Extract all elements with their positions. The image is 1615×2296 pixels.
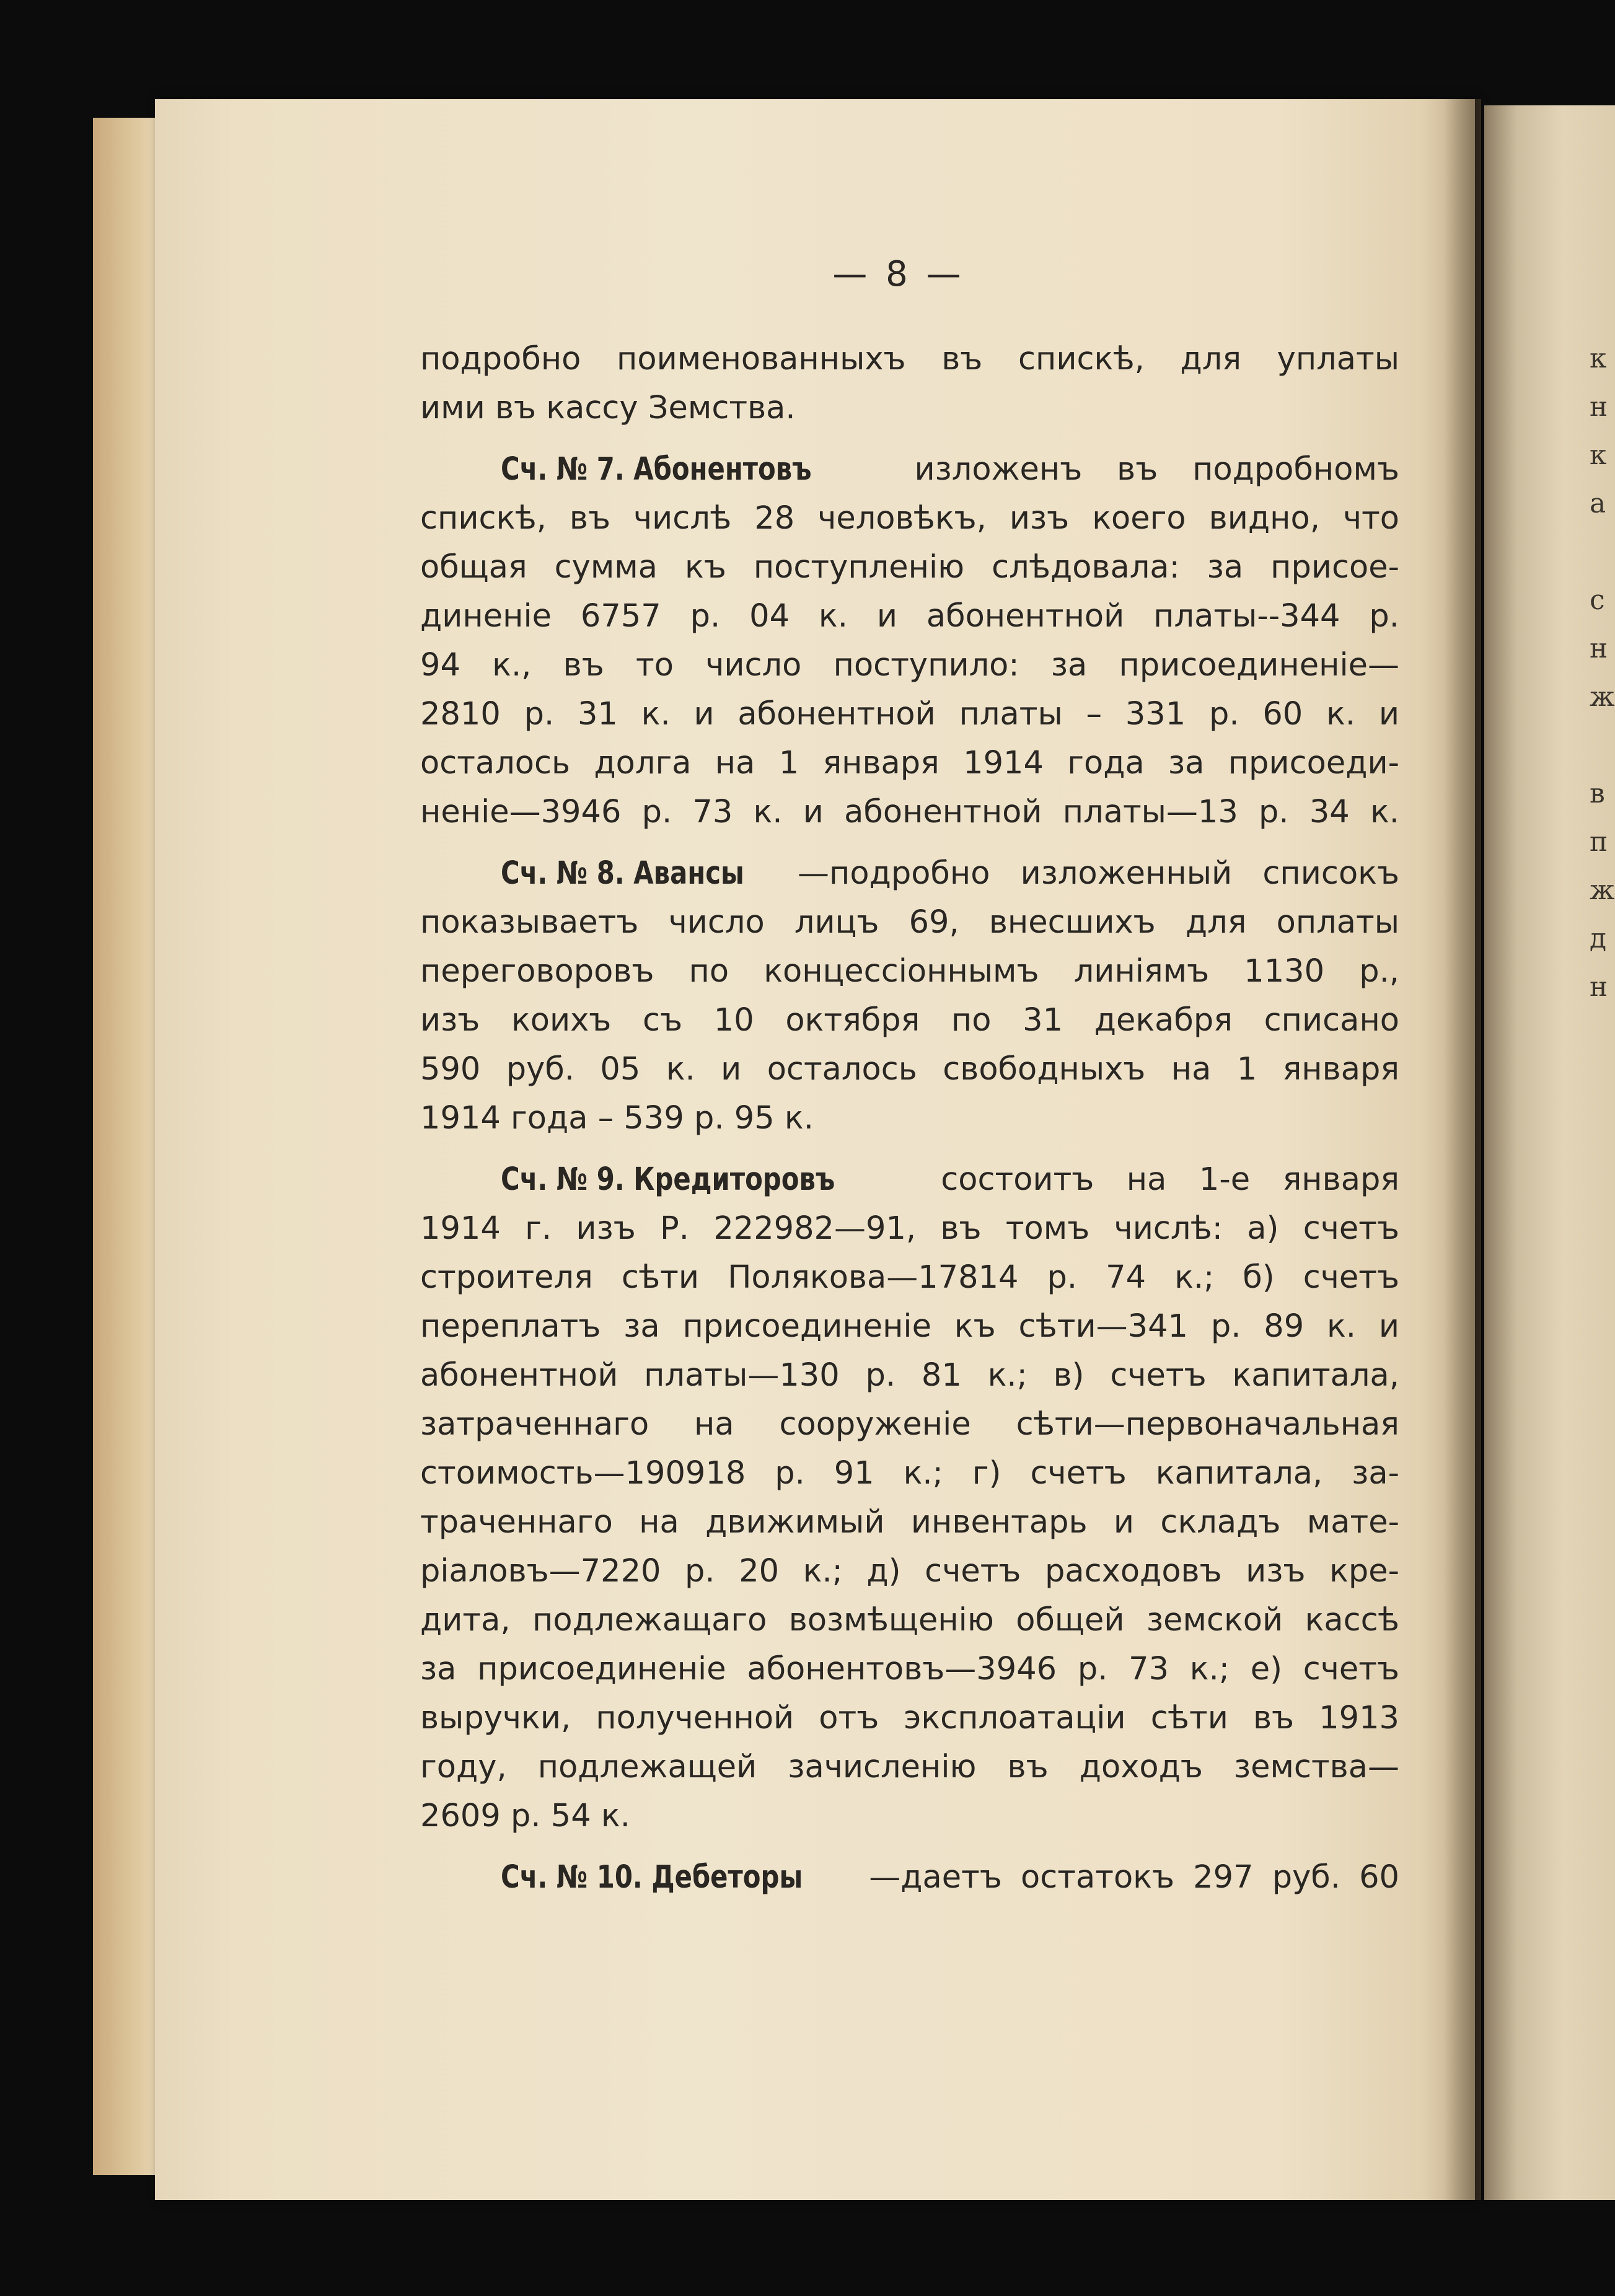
facing-letter: н [1590,633,1608,664]
text-line: дита, подлежащаго возмѣщенію общей земской кассѣ [420,1602,1399,1638]
page-number: — 8 — [832,254,965,294]
paragraph-account-8 [420,849,1399,1143]
facing-letter: п [1590,826,1608,858]
text-line [420,445,1399,494]
facing-letter: ж [1590,681,1615,713]
body-text [420,335,1399,1914]
text-line: 94 к., въ то число поступило: за присоединеніе— [420,647,1399,684]
text-line: ріаловъ—7220 р. 20 к.; д) счетъ расходовъ изъ кре- [420,1553,1399,1590]
text-line [420,1155,1399,1204]
text-line: абонентной платы—130 р. 81 к.; в) счетъ капитала, [420,1357,1399,1394]
text-line: переговоровъ по концессіоннымъ линіямъ 1130 р., [420,953,1399,990]
text-line: подробно поименованныхъ въ спискѣ, для уплаты [420,341,1399,377]
text-line: диненіе 6757 р. 04 к. и абонентной платы--344 р. [420,598,1399,635]
paragraph-intro [420,335,1399,433]
paragraph-account-9 [420,1155,1399,1841]
text-line: за присоединеніе абонентовъ—3946 р. 73 к.; е) счетъ [420,1651,1399,1687]
gutter-shadow [1444,99,1481,2200]
text-line: затраченнаго на сооруженіе сѣти—первоначальная [420,1406,1399,1443]
account-heading: Сч. № 10. Дебеторы [501,1859,803,1896]
account-heading: Сч. № 7. Абонентовъ [501,451,812,488]
facing-letter: н [1590,391,1608,423]
facing-letter: н [1590,971,1608,1003]
text-line: осталось долга на 1 января 1914 года за присоеди- [420,745,1399,781]
text-line: 1914 года – 539 р. 95 к. [420,1100,814,1137]
facing-letter: с [1590,584,1605,616]
text-line: траченнаго на движимый инвентарь и складъ мате- [420,1504,1399,1541]
text-line: стоимость—190918 р. 91 к.; г) счетъ капитала, за- [420,1455,1399,1492]
facing-letter: а [1590,488,1606,519]
page-left-edge [93,118,161,2175]
text-line [420,1853,1399,1902]
text-line: 2609 р. 54 к. [420,1798,630,1834]
facing-letter: в [1590,778,1605,809]
facing-gap [1590,528,1614,576]
text-line: 2810 р. 31 к. и абонентной платы – 331 р. 60 к. и [420,696,1399,732]
facing-letter: д [1590,923,1607,954]
facing-letter: к [1590,439,1607,471]
text-line: спискѣ, въ числѣ 28 человѣкъ, изъ коего видно, что [420,500,1399,537]
text-line: изъ коихъ съ 10 октября по 31 декабря списано [420,1002,1399,1039]
account-heading: Сч. № 9. Кредиторовъ [501,1161,835,1198]
facing-page-letters [1590,335,1614,1011]
text-line: 1914 г. изъ Р. 222982—91, въ томъ числѣ: а) счетъ [420,1210,1399,1247]
text-line: переплатъ за присоединеніе къ сѣти—341 р. 89 к. и [420,1308,1399,1345]
text-line: общая сумма къ поступленію слѣдовала: за присое- [420,549,1399,586]
text-line: строителя сѣти Полякова—17814 р. 74 к.; б) счетъ [420,1259,1399,1296]
text-line: показываетъ число лицъ 69, внесшихъ для оплаты [420,904,1399,941]
facing-gap [1590,721,1614,770]
paragraph-account-10 [420,1853,1399,1902]
text-line: неніе—3946 р. 73 к. и абонентной платы—13 р. 34 к. [420,794,1399,830]
text-line-rest: —даетъ остатокъ 297 руб. 60 [869,1859,1399,1896]
text-line [420,849,1399,898]
text-line-rest: состоитъ на 1-е января [908,1161,1399,1198]
account-heading: Сч. № 8. Авансы [501,855,744,892]
paragraph-account-7 [420,445,1399,837]
facing-letter: к [1590,343,1607,374]
text-line: 590 руб. 05 к. и осталось свободныхъ на 1 января [420,1051,1399,1088]
text-line-rest: изложенъ въ подробномъ [879,451,1399,488]
text-line: ими въ кассу Земства. [420,390,796,426]
facing-letter: ж [1590,874,1615,906]
text-line: году, подлежащей зачисленію въ доходъ земства— [420,1749,1399,1785]
text-line: выручки, полученной отъ эксплоатаціи сѣти въ 1913 [420,1700,1399,1736]
text-line-rest: —подробно изложенный списокъ [798,855,1399,892]
